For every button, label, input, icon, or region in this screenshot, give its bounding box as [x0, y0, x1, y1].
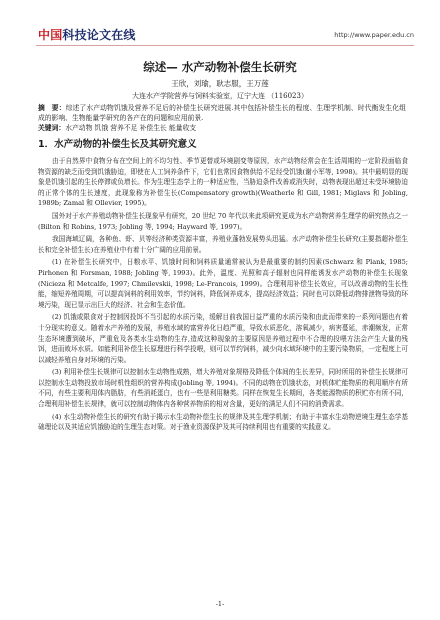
body-paragraph: (4) 水生动物补偿生长的研究有助于揭示水生动物补偿生长的规律及其生理学机制；有助于丰富水生动物逆境生理生态学基础理论以及其适应饥饿胁迫的生理生态对策。对于渔业资源保护及其可持续利用也有重要的实践意义。 [38, 412, 408, 432]
body-paragraph: 国外对于水产养殖动物补偿生长现象早有研究，20 世纪 70 年代以来此项研究更成为水产动物营养生理学的研究热点之一 (Bilton 和 Robins, 1973; Jobling 等, 1994; Hayward 等, 1997)。 [38, 211, 408, 231]
abstract-block [38, 104, 406, 123]
body-paragraph: (2) 饥饿或限食对于控制因投饵不当引起的水质污染，缓解目前我国日益严重的水质污染和由此而带来的一系列问题也有着十分现实的意义。随着水产养殖的发展，养殖水域的富营养化日趋严重，导致水质恶化，溶氧减少，病害蔓延，赤潮频发，正常生态环境遭到破坏，严重危及各类水生动物的生存,造成这种现象的主要原因是养殖过程中不合理的投喂方法会产生大量的残饵，进而败坏水质。如能利用补偿生长原理进行科学投喂，则可以节约饲料，减少向水域环境中的主要污染物质，一定程度上可以减轻养殖自身对环境的污染。 [38, 313, 408, 364]
header-divider [36, 45, 414, 46]
logo-text-paper-online: 科技论文在线 [62, 28, 136, 42]
paper-affiliation: 大连水产学院营养与饲料实验室，辽宁大连 （116023） [132, 92, 308, 100]
section-heading: 1．水产动物的补偿生长及其研究意义 [38, 139, 197, 150]
keywords-label: 关键词： [38, 124, 66, 132]
body-paragraph: (3) 利用补偿生长规律可以控制水生动物性成熟，增大养殖对象规格及降低个体间的生长差异，同时所用的补偿生长规律可以控制水生动物投放市场时机性组织的营养构成(Jobling 等, 1994)。不同的动物在饥饿状态，对机体贮能物质的利用顺序有所不同，有些主要利用体内脂肪，有些消耗蛋白，也有一些是利用糖类。同样在恢复生长期间，各类能源物质的积贮亦有所不同，合理利用补偿生长规律，就可以控制动物体内各种营养物质的相对含量，更好的满足人们不同的消费需求。 [38, 368, 408, 409]
body-paragraph: (1) 在补偿生长研究中，日粮水平、饥饿时间和饲料质量通常被认为是最重要的制约因素(Schwarz 和 Plank, 1985; Pirhonen 和 Forsman, 1988; Jobling 等, 1993)。此外，温度、光照和高子辐射也同样能诱发水产动物的补偿生长现象(Nicieza 和 Metcalfe, 1997; Chmilevskii, 1998; Le-Francois, 1999)。合理利用补偿生长效应，可以改善动物的生长性能，缩短养殖周期，可以提高饲料的利用效率，节约饲料，降低饲养成本，提高经济效益；同时也可以降低动物排泄物导致的环境污染，现已显示出巨大的经济、社会和生态价值。 [38, 258, 408, 309]
keywords-block [38, 124, 406, 134]
site-logo[interactable] [38, 28, 136, 42]
abstract-text: 综述了水产动物饥饿及营养不足后的补偿生长研究进展.其中包括补偿生长的程度、生理学机制、时代衡发生化组成的影响、生物能量学研究的各产在的问题和应用前景. [38, 104, 407, 122]
abstract-label: 摘 要： [38, 104, 66, 112]
page-number: -1- [215, 600, 225, 608]
keywords-text: 水产动物 饥饿 营养不足 补偿生长 能量收支 [65, 124, 197, 132]
body-text [38, 156, 408, 435]
logo-text-china: 中国 [38, 28, 63, 42]
paper-title: 综述— 水产动物补偿生长研究 [143, 60, 297, 74]
site-url-link[interactable]: http://www.paper.edu.cn [334, 31, 414, 39]
paper-authors: 王欣，刘瑜，耿志服，王万莲 [171, 79, 269, 88]
body-paragraph: 我国海域辽阔，各种鱼、虾、贝等经济种类资源丰富，养殖业蓬勃发展势头迅猛。水产动物补偿生长研究(主要指超补偿生长和完全补偿生长)在养殖业中有着十分广阔的应用前景。 [38, 235, 408, 254]
site-header [0, 0, 440, 40]
body-paragraph: 由于自然界中食物分布在空间上的不均匀性、季节更替或环境剧变等原因，水产动物经常会在生活周期的一定阶段面临食物资源的缺乏而受到饥饿胁迫，即使在人工饲养条件下，它们也常因食物供给不足经受饥饿(谢小军等, 1998)。其中最明显的现象是饥饿引起的生长停滞或负增长。作为生理生态学上的一种适应性，当胁迫条件改善或消失时，动物表现出超过未受环境胁迫的正常个体的生长速度，此现象称为补偿生长(Compensatory growth)(Weatherle 和 Gill, 1981; Miglavs 和 Jobling, 1989b; Zamal 和 Ollevier, 1995)。 [38, 157, 408, 208]
